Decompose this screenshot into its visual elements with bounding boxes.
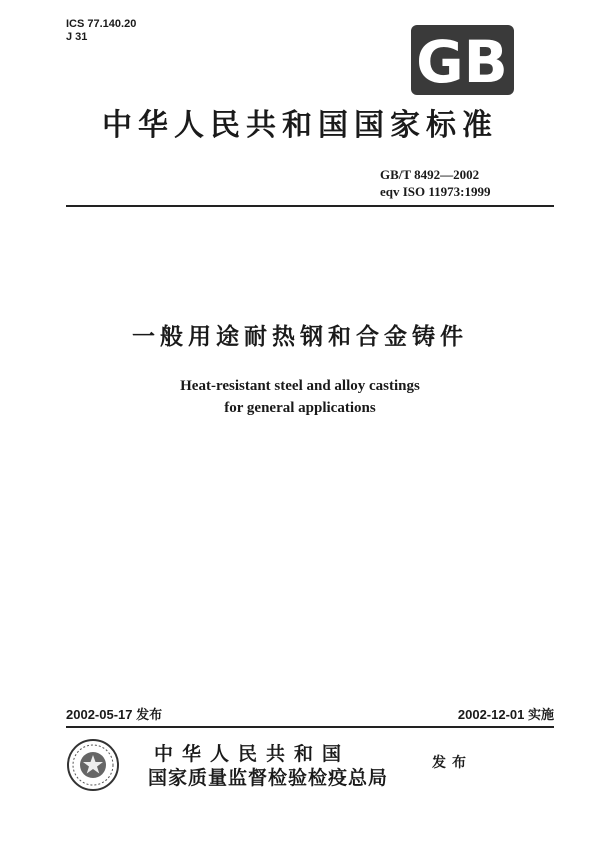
ccs-code: J 31 <box>66 31 88 43</box>
implementation-date: 2002-12-01 实施 <box>457 707 554 722</box>
publisher-block <box>148 742 388 790</box>
classification-codes <box>66 18 136 44</box>
svg-text:GB: GB <box>416 28 508 96</box>
standard-number-block <box>380 166 491 200</box>
header-divider <box>66 205 554 207</box>
ics-code: ICS 77.140.20 <box>66 18 137 30</box>
english-title-line2: for general applications <box>224 400 376 416</box>
footer-divider <box>66 726 554 728</box>
equivalent-standard: eqv ISO 11973:1999 <box>380 184 491 199</box>
publisher-country: 中华人民共和国 <box>154 743 351 765</box>
national-emblem-seal-icon <box>66 738 120 792</box>
english-title-line1: Heat-resistant steel and alloy castings <box>180 378 420 394</box>
publish-label: 发布 <box>432 755 472 771</box>
gb-logo <box>410 24 515 96</box>
publisher-agency: 国家质量监督检验检疫总局 <box>148 767 389 789</box>
standard-number: GB/T 8492—2002 <box>380 167 480 182</box>
issuing-country-title: 中华人民共和国国家标准 <box>102 108 498 143</box>
chinese-title: 一般用途耐热钢和合金铸件 <box>132 324 468 350</box>
issue-date: 2002-05-17 发布 <box>66 707 163 722</box>
english-title <box>0 375 600 419</box>
